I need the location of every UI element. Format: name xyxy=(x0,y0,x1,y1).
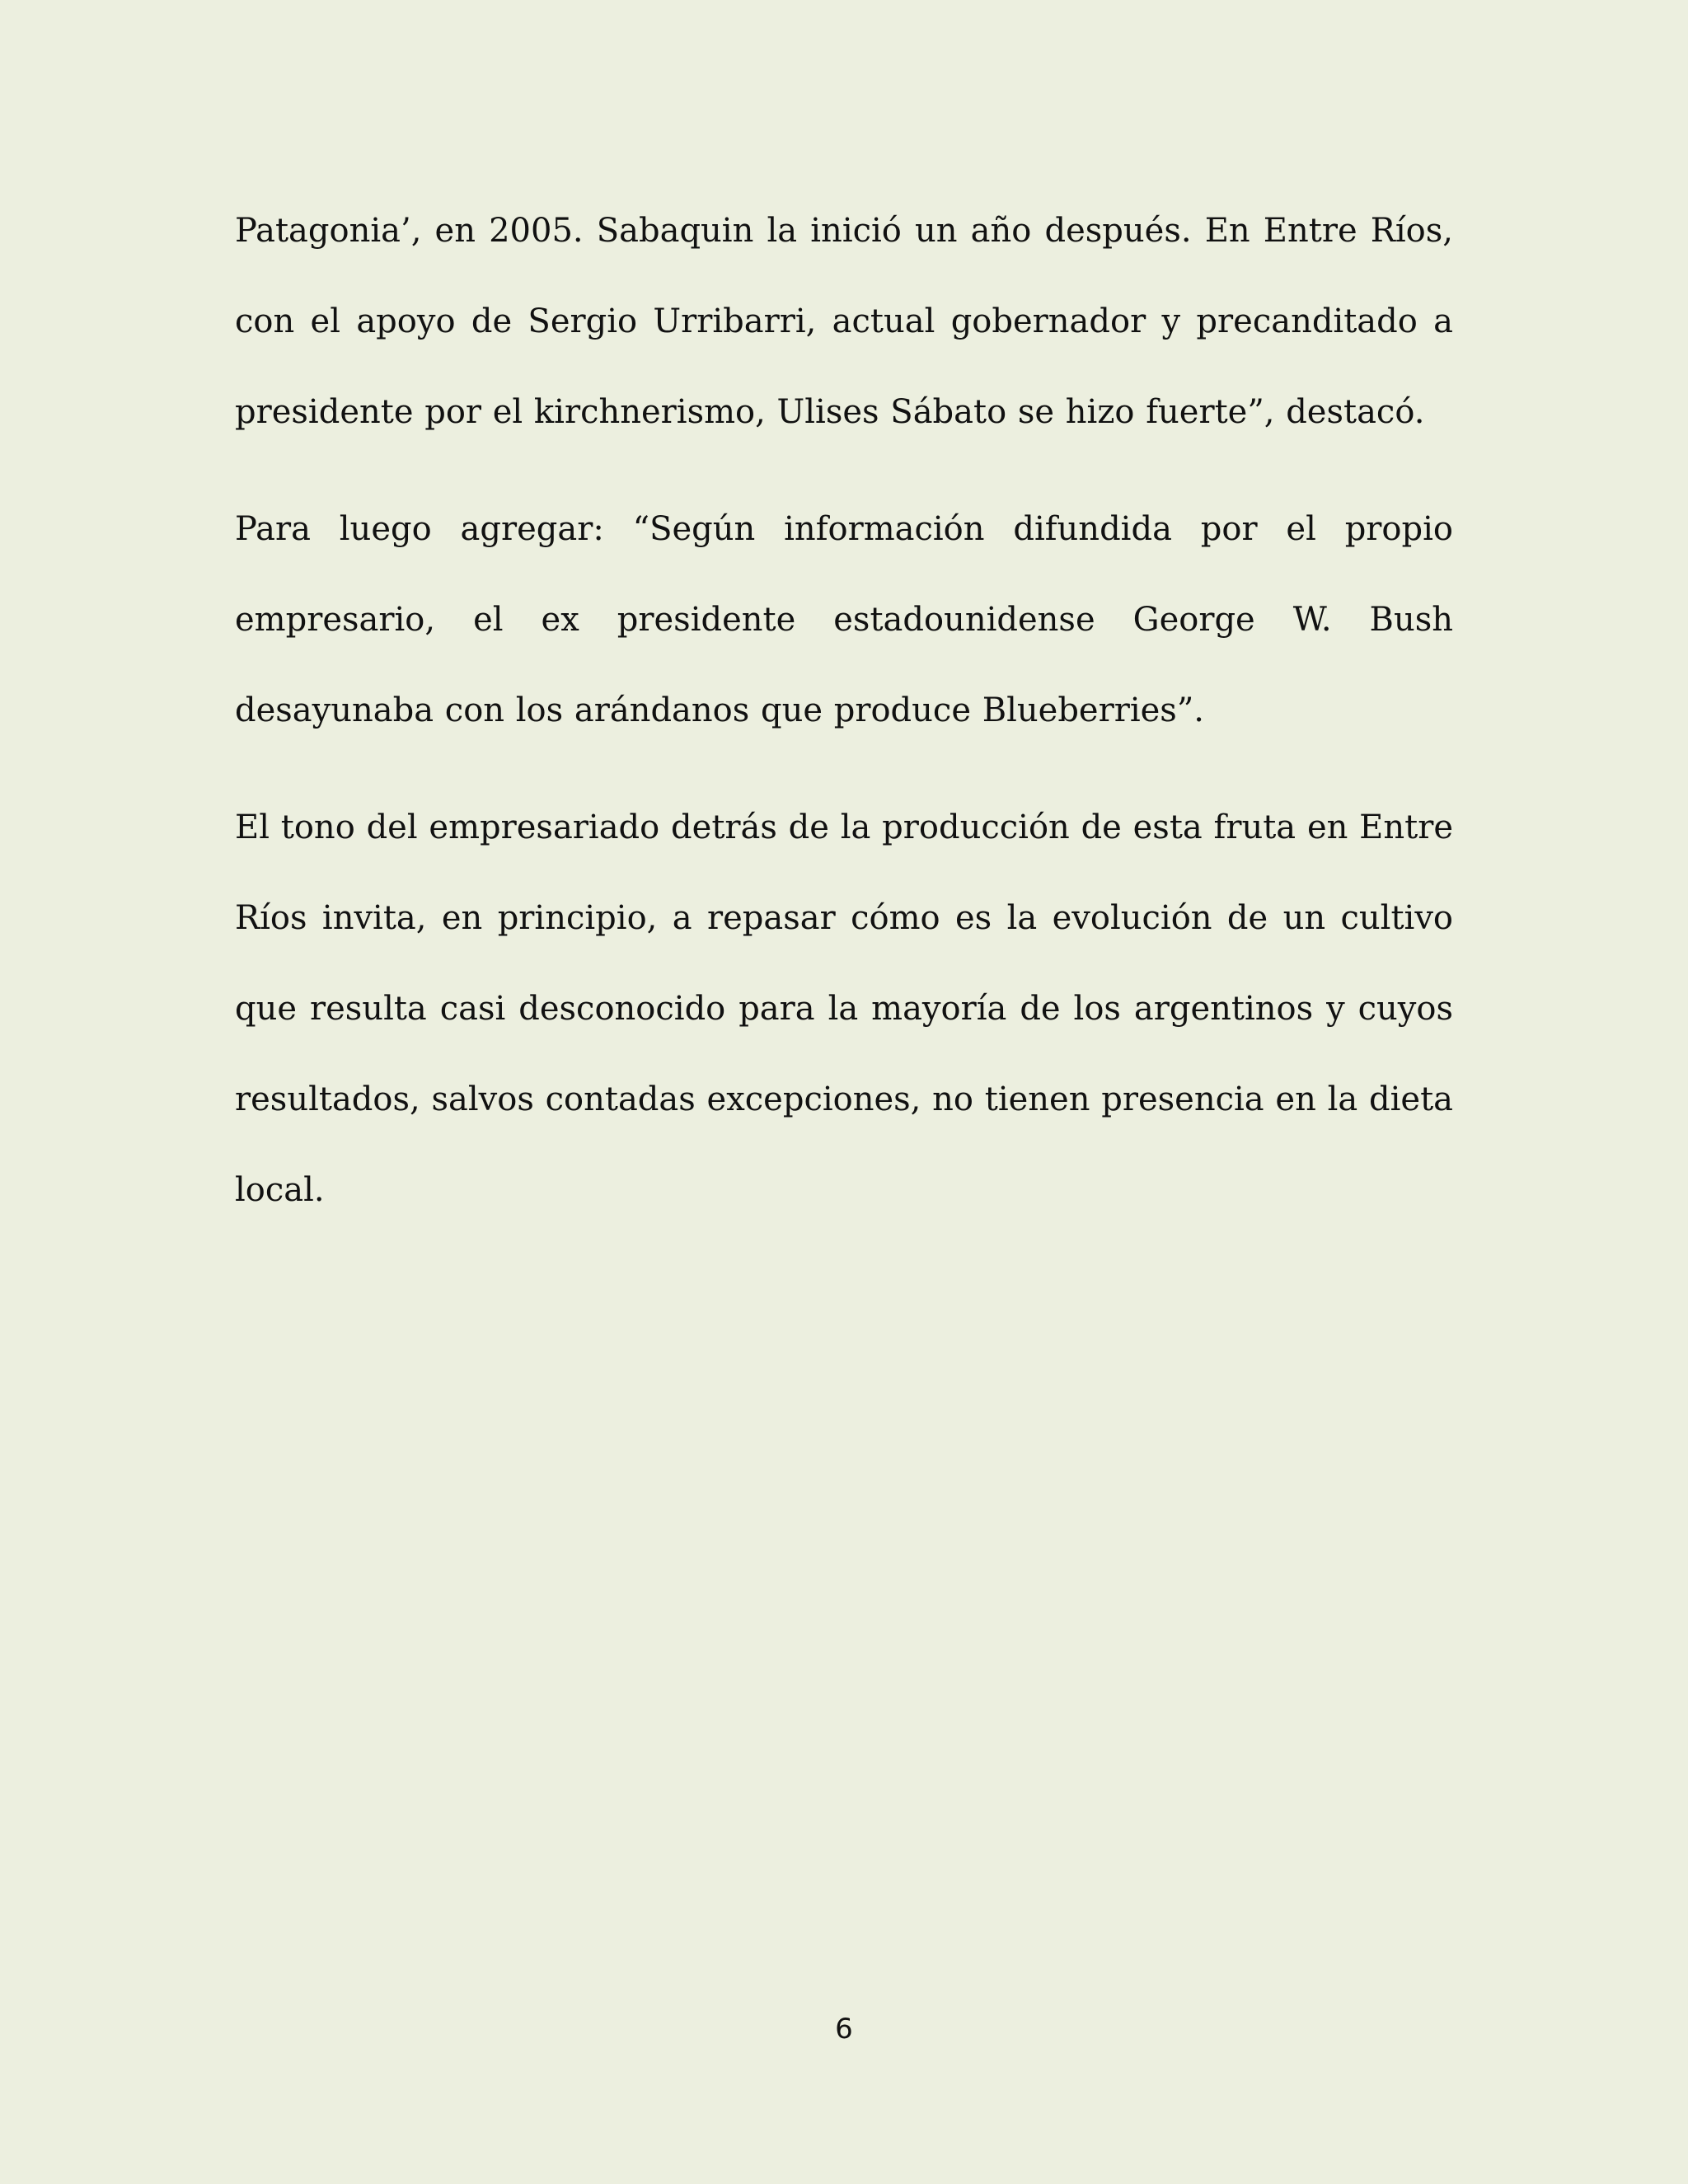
paragraph-2: Para luego agregar: “Según información difundida por el propio empresario, el ex presidente estadounidense George W. Bush desayunaba con los arándanos que produce Blueberries”. xyxy=(235,510,1453,729)
body-text xyxy=(235,185,1453,1262)
page-number: 6 xyxy=(835,2013,853,2046)
paragraph-3: El tono del empresariado detrás de la producción de esta fruta en Entre Ríos invita, en principio, a repasar cómo es la evolución de un cultivo que resulta casi desconocido para la mayoría de los argentinos y cuyos resultados, salvos contadas excepciones, no tienen presencia en la dieta local. xyxy=(235,808,1453,1209)
paragraph-1: Patagonia’, en 2005. Sabaquin la inició un año después. En Entre Ríos, con el apoyo de Sergio Urribarri, actual gobernador y precanditado a presidente por el kirchnerismo, Ulises Sábato se hizo fuerte”, destacó. xyxy=(235,212,1453,431)
